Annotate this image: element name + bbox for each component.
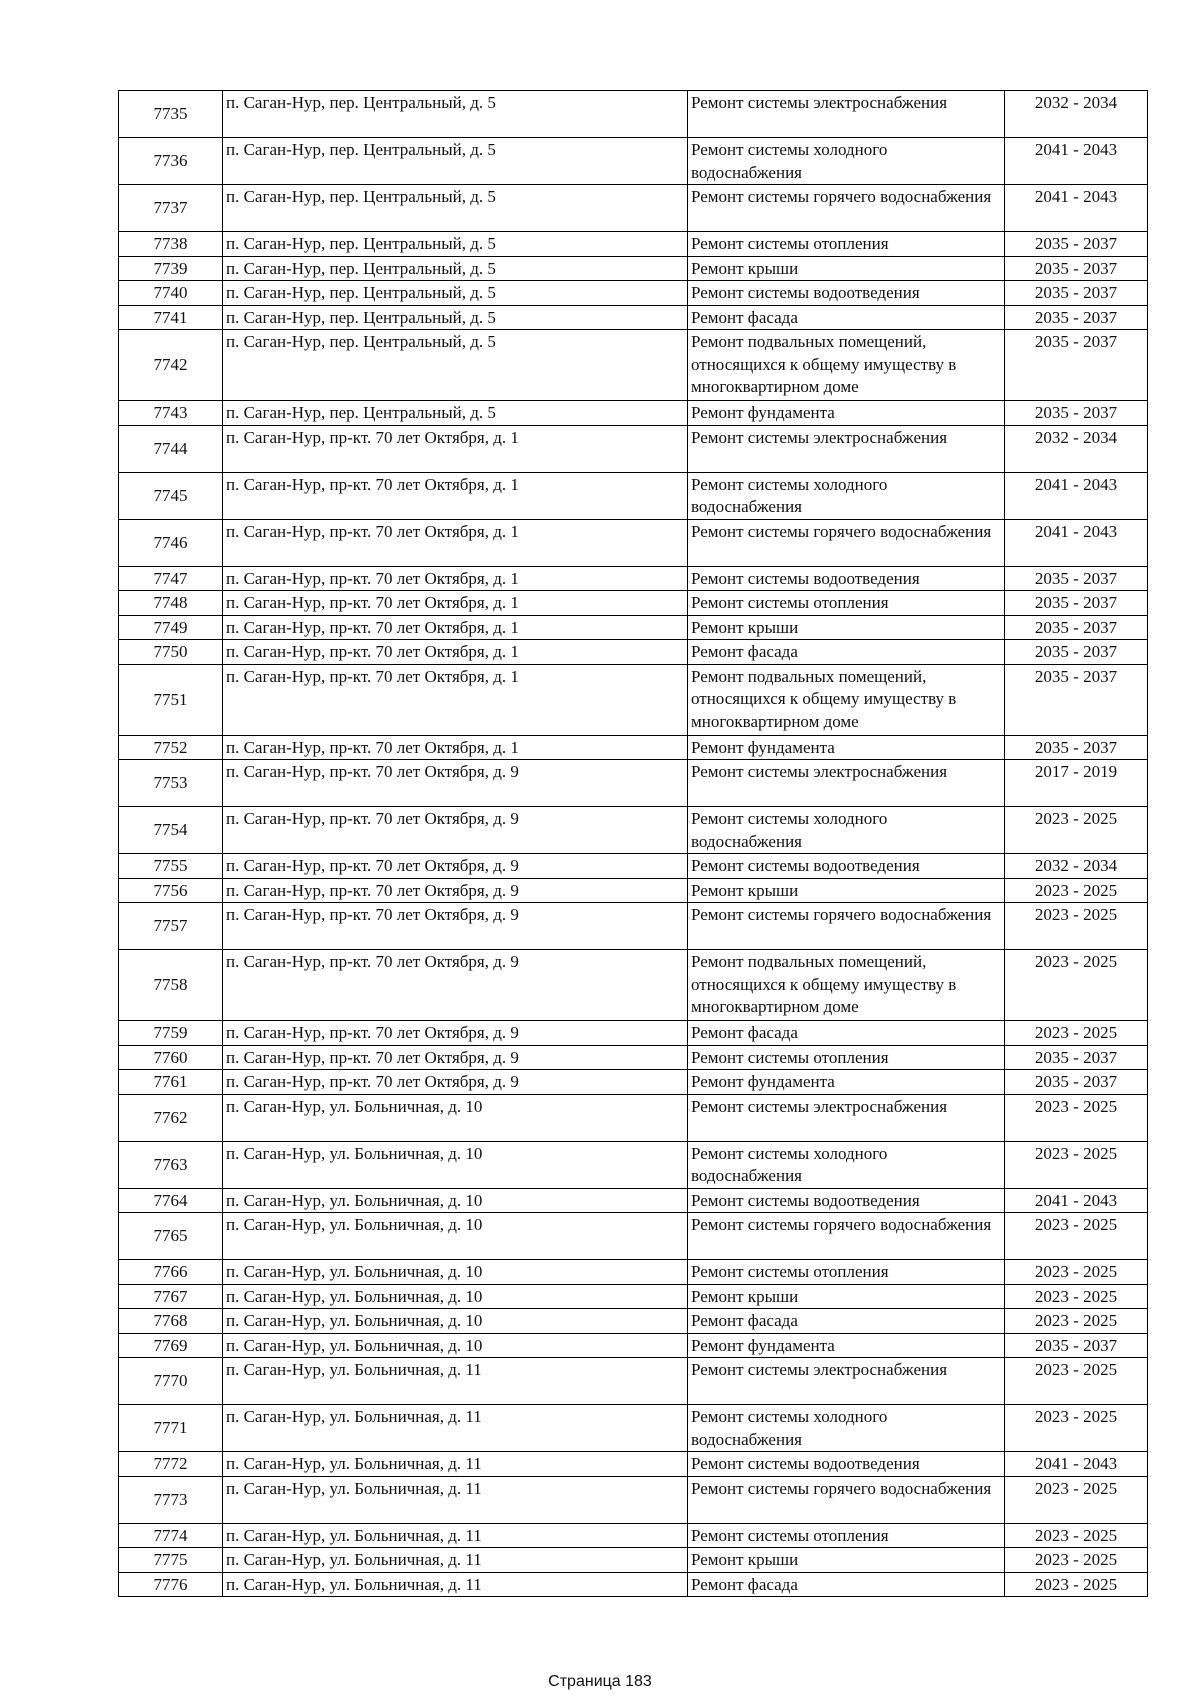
address-cell: п. Саган-Нур, пр-кт. 70 лет Октября, д. 9 bbox=[223, 760, 688, 807]
work-type-cell: Ремонт подвальных помещений, относящихся к общему имуществу в многоквартирном доме bbox=[688, 950, 1005, 1021]
work-type-cell: Ремонт системы холодного водоснабжения bbox=[688, 1405, 1005, 1452]
row-number-cell: 7760 bbox=[119, 1045, 223, 1070]
work-type-cell: Ремонт крыши bbox=[688, 256, 1005, 281]
table-row bbox=[119, 566, 1148, 591]
row-number-cell: 7746 bbox=[119, 519, 223, 566]
work-type-cell: Ремонт системы холодного водоснабжения bbox=[688, 1141, 1005, 1188]
address-cell: п. Саган-Нур, ул. Больничная, д. 11 bbox=[223, 1358, 688, 1405]
work-type-cell: Ремонт системы электроснабжения bbox=[688, 1358, 1005, 1405]
address-cell: п. Саган-Нур, пр-кт. 70 лет Октября, д. 1 bbox=[223, 425, 688, 472]
table-row bbox=[119, 1284, 1148, 1309]
years-cell: 2023 - 2025 bbox=[1005, 878, 1148, 903]
work-type-cell: Ремонт системы отопления bbox=[688, 1523, 1005, 1548]
table-row bbox=[119, 519, 1148, 566]
years-cell: 2023 - 2025 bbox=[1005, 1021, 1148, 1046]
row-number-cell: 7744 bbox=[119, 425, 223, 472]
row-number-cell: 7757 bbox=[119, 903, 223, 950]
years-cell: 2023 - 2025 bbox=[1005, 1141, 1148, 1188]
work-type-cell: Ремонт системы водоотведения bbox=[688, 281, 1005, 306]
years-cell: 2032 - 2034 bbox=[1005, 91, 1148, 138]
table-body bbox=[119, 91, 1148, 1597]
table-row bbox=[119, 615, 1148, 640]
table-row bbox=[119, 185, 1148, 232]
work-type-cell: Ремонт фасада bbox=[688, 1309, 1005, 1334]
address-cell: п. Саган-Нур, пр-кт. 70 лет Октября, д. 1 bbox=[223, 566, 688, 591]
row-number-cell: 7773 bbox=[119, 1476, 223, 1523]
address-cell: п. Саган-Нур, ул. Больничная, д. 11 bbox=[223, 1572, 688, 1597]
work-type-cell: Ремонт фундамента bbox=[688, 1070, 1005, 1095]
address-cell: п. Саган-Нур, пер. Центральный, д. 5 bbox=[223, 281, 688, 306]
address-cell: п. Саган-Нур, пр-кт. 70 лет Октября, д. 9 bbox=[223, 1045, 688, 1070]
address-cell: п. Саган-Нур, ул. Больничная, д. 10 bbox=[223, 1188, 688, 1213]
years-cell: 2032 - 2034 bbox=[1005, 425, 1148, 472]
row-number-cell: 7740 bbox=[119, 281, 223, 306]
table-row bbox=[119, 735, 1148, 760]
table-row bbox=[119, 1572, 1148, 1597]
years-cell: 2035 - 2037 bbox=[1005, 305, 1148, 330]
row-number-cell: 7762 bbox=[119, 1094, 223, 1141]
years-cell: 2023 - 2025 bbox=[1005, 1213, 1148, 1260]
address-cell: п. Саган-Нур, пр-кт. 70 лет Октября, д. 9 bbox=[223, 1021, 688, 1046]
address-cell: п. Саган-Нур, ул. Больничная, д. 10 bbox=[223, 1333, 688, 1358]
years-cell: 2035 - 2037 bbox=[1005, 1045, 1148, 1070]
address-cell: п. Саган-Нур, пр-кт. 70 лет Октября, д. 9 bbox=[223, 807, 688, 854]
address-cell: п. Саган-Нур, ул. Больничная, д. 10 bbox=[223, 1260, 688, 1285]
years-cell: 2041 - 2043 bbox=[1005, 472, 1148, 519]
work-type-cell: Ремонт системы водоотведения bbox=[688, 1452, 1005, 1477]
row-number-cell: 7745 bbox=[119, 472, 223, 519]
table-row bbox=[119, 472, 1148, 519]
years-cell: 2035 - 2037 bbox=[1005, 401, 1148, 426]
row-number-cell: 7753 bbox=[119, 760, 223, 807]
work-type-cell: Ремонт подвальных помещений, относящихся к общему имуществу в многоквартирном доме bbox=[688, 664, 1005, 735]
table-row bbox=[119, 878, 1148, 903]
address-cell: п. Саган-Нур, ул. Больничная, д. 11 bbox=[223, 1523, 688, 1548]
years-cell: 2023 - 2025 bbox=[1005, 1284, 1148, 1309]
work-type-cell: Ремонт системы горячего водоснабжения bbox=[688, 185, 1005, 232]
row-number-cell: 7765 bbox=[119, 1213, 223, 1260]
table-row bbox=[119, 330, 1148, 401]
row-number-cell: 7770 bbox=[119, 1358, 223, 1405]
work-type-cell: Ремонт фасада bbox=[688, 640, 1005, 665]
years-cell: 2035 - 2037 bbox=[1005, 640, 1148, 665]
address-cell: п. Саган-Нур, пер. Центральный, д. 5 bbox=[223, 305, 688, 330]
table-row bbox=[119, 1476, 1148, 1523]
table-row bbox=[119, 1141, 1148, 1188]
years-cell: 2041 - 2043 bbox=[1005, 1452, 1148, 1477]
address-cell: п. Саган-Нур, пр-кт. 70 лет Октября, д. 1 bbox=[223, 591, 688, 616]
years-cell: 2035 - 2037 bbox=[1005, 232, 1148, 257]
address-cell: п. Саган-Нур, пр-кт. 70 лет Октября, д. 1 bbox=[223, 664, 688, 735]
row-number-cell: 7772 bbox=[119, 1452, 223, 1477]
row-number-cell: 7737 bbox=[119, 185, 223, 232]
address-cell: п. Саган-Нур, пер. Центральный, д. 5 bbox=[223, 256, 688, 281]
address-cell: п. Саган-Нур, ул. Больничная, д. 11 bbox=[223, 1405, 688, 1452]
row-number-cell: 7739 bbox=[119, 256, 223, 281]
address-cell: п. Саган-Нур, ул. Больничная, д. 11 bbox=[223, 1548, 688, 1573]
table-row bbox=[119, 1260, 1148, 1285]
table-row bbox=[119, 305, 1148, 330]
row-number-cell: 7751 bbox=[119, 664, 223, 735]
address-cell: п. Саган-Нур, ул. Больничная, д. 11 bbox=[223, 1476, 688, 1523]
table-row bbox=[119, 401, 1148, 426]
table-row bbox=[119, 854, 1148, 879]
work-type-cell: Ремонт фасада bbox=[688, 1021, 1005, 1046]
address-cell: п. Саган-Нур, пр-кт. 70 лет Октября, д. 9 bbox=[223, 854, 688, 879]
address-cell: п. Саган-Нур, пер. Центральный, д. 5 bbox=[223, 401, 688, 426]
row-number-cell: 7761 bbox=[119, 1070, 223, 1095]
years-cell: 2041 - 2043 bbox=[1005, 138, 1148, 185]
years-cell: 2041 - 2043 bbox=[1005, 185, 1148, 232]
table-row bbox=[119, 1045, 1148, 1070]
work-type-cell: Ремонт системы отопления bbox=[688, 591, 1005, 616]
address-cell: п. Саган-Нур, пр-кт. 70 лет Октября, д. 1 bbox=[223, 472, 688, 519]
address-cell: п. Саган-Нур, пр-кт. 70 лет Октября, д. 1 bbox=[223, 615, 688, 640]
row-number-cell: 7766 bbox=[119, 1260, 223, 1285]
years-cell: 2035 - 2037 bbox=[1005, 664, 1148, 735]
row-number-cell: 7758 bbox=[119, 950, 223, 1021]
work-type-cell: Ремонт системы отопления bbox=[688, 232, 1005, 257]
years-cell: 2023 - 2025 bbox=[1005, 1476, 1148, 1523]
table-row bbox=[119, 664, 1148, 735]
years-cell: 2023 - 2025 bbox=[1005, 1309, 1148, 1334]
table-row bbox=[119, 1213, 1148, 1260]
address-cell: п. Саган-Нур, пер. Центральный, д. 5 bbox=[223, 91, 688, 138]
table-row bbox=[119, 281, 1148, 306]
address-cell: п. Саган-Нур, пер. Центральный, д. 5 bbox=[223, 232, 688, 257]
table-row bbox=[119, 232, 1148, 257]
work-type-cell: Ремонт системы водоотведения bbox=[688, 566, 1005, 591]
years-cell: 2023 - 2025 bbox=[1005, 1572, 1148, 1597]
work-type-cell: Ремонт системы водоотведения bbox=[688, 1188, 1005, 1213]
years-cell: 2041 - 2043 bbox=[1005, 1188, 1148, 1213]
table-row bbox=[119, 425, 1148, 472]
address-cell: п. Саган-Нур, пр-кт. 70 лет Октября, д. 1 bbox=[223, 735, 688, 760]
years-cell: 2023 - 2025 bbox=[1005, 1358, 1148, 1405]
address-cell: п. Саган-Нур, пер. Центральный, д. 5 bbox=[223, 185, 688, 232]
row-number-cell: 7738 bbox=[119, 232, 223, 257]
row-number-cell: 7769 bbox=[119, 1333, 223, 1358]
row-number-cell: 7750 bbox=[119, 640, 223, 665]
years-cell: 2023 - 2025 bbox=[1005, 1260, 1148, 1285]
row-number-cell: 7755 bbox=[119, 854, 223, 879]
work-type-cell: Ремонт системы водоотведения bbox=[688, 854, 1005, 879]
table-row bbox=[119, 640, 1148, 665]
years-cell: 2035 - 2037 bbox=[1005, 1070, 1148, 1095]
years-cell: 2023 - 2025 bbox=[1005, 1523, 1148, 1548]
work-type-cell: Ремонт системы холодного водоснабжения bbox=[688, 807, 1005, 854]
address-cell: п. Саган-Нур, ул. Больничная, д. 10 bbox=[223, 1309, 688, 1334]
row-number-cell: 7776 bbox=[119, 1572, 223, 1597]
row-number-cell: 7771 bbox=[119, 1405, 223, 1452]
address-cell: п. Саган-Нур, пр-кт. 70 лет Октября, д. 9 bbox=[223, 1070, 688, 1095]
repair-schedule-table bbox=[118, 90, 1148, 1597]
row-number-cell: 7775 bbox=[119, 1548, 223, 1573]
address-cell: п. Саган-Нур, пр-кт. 70 лет Октября, д. 1 bbox=[223, 640, 688, 665]
work-type-cell: Ремонт системы холодного водоснабжения bbox=[688, 138, 1005, 185]
years-cell: 2023 - 2025 bbox=[1005, 1405, 1148, 1452]
years-cell: 2035 - 2037 bbox=[1005, 330, 1148, 401]
table-row bbox=[119, 1405, 1148, 1452]
address-cell: п. Саган-Нур, пр-кт. 70 лет Октября, д. 9 bbox=[223, 903, 688, 950]
work-type-cell: Ремонт крыши bbox=[688, 1284, 1005, 1309]
table-row bbox=[119, 950, 1148, 1021]
work-type-cell: Ремонт подвальных помещений, относящихся к общему имуществу в многоквартирном доме bbox=[688, 330, 1005, 401]
work-type-cell: Ремонт крыши bbox=[688, 1548, 1005, 1573]
table-row bbox=[119, 1021, 1148, 1046]
table-row bbox=[119, 138, 1148, 185]
row-number-cell: 7759 bbox=[119, 1021, 223, 1046]
row-number-cell: 7752 bbox=[119, 735, 223, 760]
work-type-cell: Ремонт крыши bbox=[688, 878, 1005, 903]
work-type-cell: Ремонт системы холодного водоснабжения bbox=[688, 472, 1005, 519]
table-row bbox=[119, 807, 1148, 854]
years-cell: 2035 - 2037 bbox=[1005, 615, 1148, 640]
work-type-cell: Ремонт крыши bbox=[688, 615, 1005, 640]
work-type-cell: Ремонт системы горячего водоснабжения bbox=[688, 903, 1005, 950]
years-cell: 2023 - 2025 bbox=[1005, 1548, 1148, 1573]
years-cell: 2023 - 2025 bbox=[1005, 903, 1148, 950]
work-type-cell: Ремонт системы отопления bbox=[688, 1260, 1005, 1285]
row-number-cell: 7748 bbox=[119, 591, 223, 616]
table-row bbox=[119, 1358, 1148, 1405]
work-type-cell: Ремонт фундамента bbox=[688, 401, 1005, 426]
table-row bbox=[119, 1094, 1148, 1141]
table-row bbox=[119, 1548, 1148, 1573]
row-number-cell: 7774 bbox=[119, 1523, 223, 1548]
years-cell: 2035 - 2037 bbox=[1005, 591, 1148, 616]
years-cell: 2035 - 2037 bbox=[1005, 1333, 1148, 1358]
address-cell: п. Саган-Нур, пер. Центральный, д. 5 bbox=[223, 330, 688, 401]
work-type-cell: Ремонт фундамента bbox=[688, 1333, 1005, 1358]
row-number-cell: 7768 bbox=[119, 1309, 223, 1334]
table-row bbox=[119, 591, 1148, 616]
work-type-cell: Ремонт системы электроснабжения bbox=[688, 760, 1005, 807]
work-type-cell: Ремонт фасада bbox=[688, 305, 1005, 330]
work-type-cell: Ремонт системы электроснабжения bbox=[688, 1094, 1005, 1141]
address-cell: п. Саган-Нур, ул. Больничная, д. 10 bbox=[223, 1213, 688, 1260]
years-cell: 2017 - 2019 bbox=[1005, 760, 1148, 807]
work-type-cell: Ремонт системы электроснабжения bbox=[688, 425, 1005, 472]
table-row bbox=[119, 1333, 1148, 1358]
address-cell: п. Саган-Нур, ул. Больничная, д. 10 bbox=[223, 1284, 688, 1309]
years-cell: 2035 - 2037 bbox=[1005, 256, 1148, 281]
work-type-cell: Ремонт системы электроснабжения bbox=[688, 91, 1005, 138]
years-cell: 2035 - 2037 bbox=[1005, 566, 1148, 591]
table-row bbox=[119, 760, 1148, 807]
work-type-cell: Ремонт системы горячего водоснабжения bbox=[688, 519, 1005, 566]
years-cell: 2023 - 2025 bbox=[1005, 1094, 1148, 1141]
address-cell: п. Саган-Нур, пер. Центральный, д. 5 bbox=[223, 138, 688, 185]
work-type-cell: Ремонт системы горячего водоснабжения bbox=[688, 1213, 1005, 1260]
table-row bbox=[119, 1452, 1148, 1477]
address-cell: п. Саган-Нур, пр-кт. 70 лет Октября, д. 9 bbox=[223, 950, 688, 1021]
years-cell: 2035 - 2037 bbox=[1005, 281, 1148, 306]
table-row bbox=[119, 1309, 1148, 1334]
years-cell: 2032 - 2034 bbox=[1005, 854, 1148, 879]
row-number-cell: 7747 bbox=[119, 566, 223, 591]
address-cell: п. Саган-Нур, ул. Больничная, д. 10 bbox=[223, 1141, 688, 1188]
row-number-cell: 7763 bbox=[119, 1141, 223, 1188]
address-cell: п. Саган-Нур, пр-кт. 70 лет Октября, д. 1 bbox=[223, 519, 688, 566]
address-cell: п. Саган-Нур, пр-кт. 70 лет Октября, д. 9 bbox=[223, 878, 688, 903]
row-number-cell: 7764 bbox=[119, 1188, 223, 1213]
row-number-cell: 7749 bbox=[119, 615, 223, 640]
address-cell: п. Саган-Нур, ул. Больничная, д. 11 bbox=[223, 1452, 688, 1477]
row-number-cell: 7742 bbox=[119, 330, 223, 401]
row-number-cell: 7735 bbox=[119, 91, 223, 138]
table-row bbox=[119, 91, 1148, 138]
years-cell: 2023 - 2025 bbox=[1005, 807, 1148, 854]
row-number-cell: 7736 bbox=[119, 138, 223, 185]
row-number-cell: 7741 bbox=[119, 305, 223, 330]
page-number: Страница 183 bbox=[548, 1673, 652, 1690]
table-row bbox=[119, 256, 1148, 281]
row-number-cell: 7743 bbox=[119, 401, 223, 426]
work-type-cell: Ремонт системы горячего водоснабжения bbox=[688, 1476, 1005, 1523]
table-row bbox=[119, 1188, 1148, 1213]
row-number-cell: 7754 bbox=[119, 807, 223, 854]
work-type-cell: Ремонт фасада bbox=[688, 1572, 1005, 1597]
table-row bbox=[119, 903, 1148, 950]
years-cell: 2041 - 2043 bbox=[1005, 519, 1148, 566]
work-type-cell: Ремонт системы отопления bbox=[688, 1045, 1005, 1070]
table-row bbox=[119, 1070, 1148, 1095]
row-number-cell: 7767 bbox=[119, 1284, 223, 1309]
years-cell: 2035 - 2037 bbox=[1005, 735, 1148, 760]
row-number-cell: 7756 bbox=[119, 878, 223, 903]
address-cell: п. Саган-Нур, ул. Больничная, д. 10 bbox=[223, 1094, 688, 1141]
work-type-cell: Ремонт фундамента bbox=[688, 735, 1005, 760]
table-row bbox=[119, 1523, 1148, 1548]
years-cell: 2023 - 2025 bbox=[1005, 950, 1148, 1021]
